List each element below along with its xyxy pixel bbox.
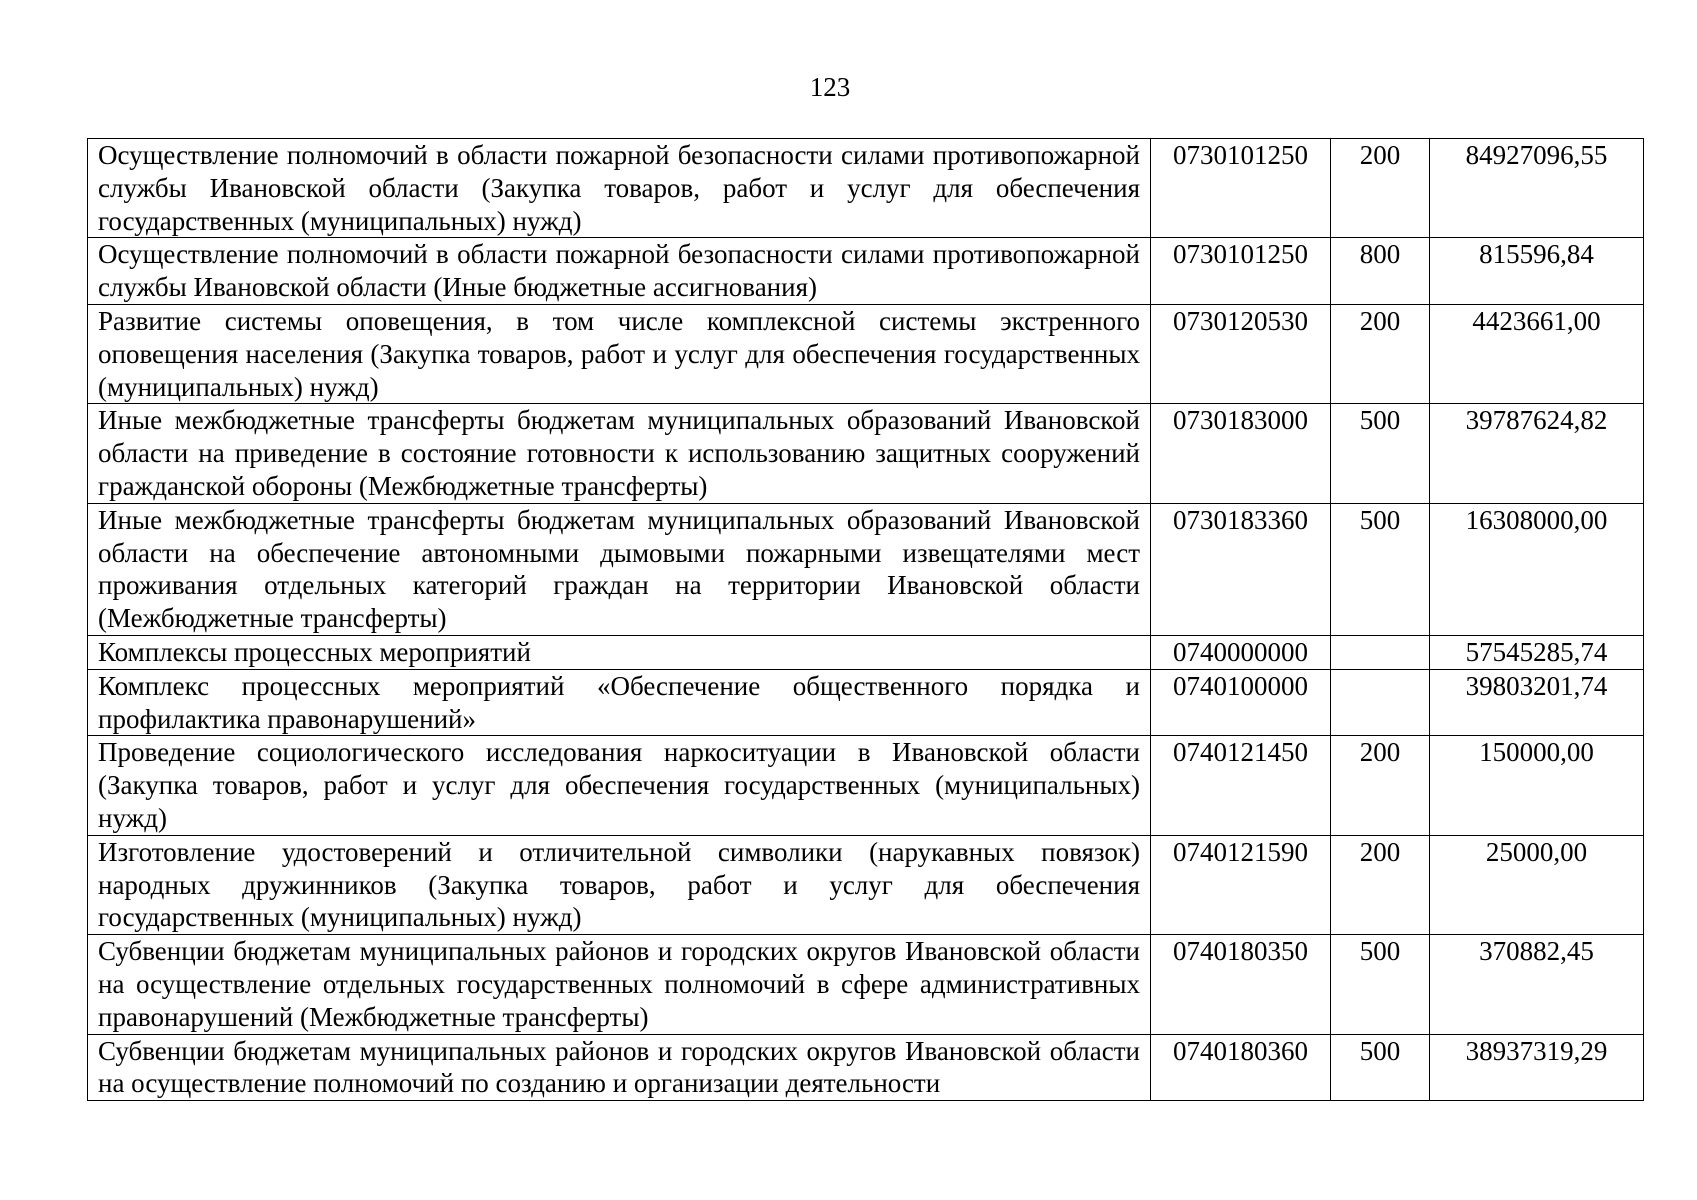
row-amount: 815596,84	[1430, 238, 1644, 305]
row-expense-type	[1331, 635, 1430, 669]
row-description: Развитие системы оповещения, в том числе комплексной системы экстренного оповещения населения (Закупка товаров, работ и услуг для обеспечения государственных (муниципальных) нужд)	[88, 304, 1151, 403]
table-row	[88, 304, 1644, 403]
row-expense-type	[1331, 669, 1430, 736]
row-target-code: 0730120530	[1151, 304, 1331, 403]
table-row	[88, 1034, 1644, 1101]
row-expense-type: 200	[1331, 304, 1430, 403]
budget-table	[87, 138, 1644, 1101]
table-row	[88, 635, 1644, 669]
row-target-code: 0740000000	[1151, 635, 1331, 669]
row-target-code: 0730101250	[1151, 238, 1331, 305]
row-expense-type: 500	[1331, 404, 1430, 503]
row-amount: 39803201,74	[1430, 669, 1644, 736]
table-row	[88, 935, 1644, 1034]
row-target-code: 0730101250	[1151, 139, 1331, 238]
row-target-code: 0740100000	[1151, 669, 1331, 736]
row-amount: 150000,00	[1430, 736, 1644, 835]
row-description: Иные межбюджетные трансферты бюджетам муниципальных образований Ивановской области на обеспечение автономными дымовыми пожарными извещателями мест проживания отдельных категорий граждан на территории Ивановской области (Межбюджетные трансферты)	[88, 503, 1151, 635]
row-expense-type: 500	[1331, 503, 1430, 635]
row-expense-type: 200	[1331, 736, 1430, 835]
row-target-code: 0740121590	[1151, 835, 1331, 934]
row-description: Комплексы процессных мероприятий	[88, 635, 1151, 669]
row-description: Субвенции бюджетам муниципальных районов и городских округов Ивановской области на осуществление отдельных государственных полномочий в сфере административных правонарушений (Межбюджетные трансферты)	[88, 935, 1151, 1034]
row-amount: 39787624,82	[1430, 404, 1644, 503]
row-description: Проведение социологического исследования наркоситуации в Ивановской области (Закупка товаров, работ и услуг для обеспечения государственных (муниципальных) нужд)	[88, 736, 1151, 835]
row-expense-type: 200	[1331, 835, 1430, 934]
row-description: Осуществление полномочий в области пожарной безопасности силами противопожарной службы Ивановской области (Иные бюджетные ассигнования)	[88, 238, 1151, 305]
row-amount: 38937319,29	[1430, 1034, 1644, 1101]
row-target-code: 0740121450	[1151, 736, 1331, 835]
row-target-code: 0740180350	[1151, 935, 1331, 1034]
row-amount: 4423661,00	[1430, 304, 1644, 403]
row-amount: 16308000,00	[1430, 503, 1644, 635]
table-row	[88, 139, 1644, 238]
row-expense-type: 500	[1331, 1034, 1430, 1101]
table-row	[88, 835, 1644, 934]
row-amount: 25000,00	[1430, 835, 1644, 934]
page-number: 123	[809, 72, 851, 102]
row-target-code: 0740180360	[1151, 1034, 1331, 1101]
row-expense-type: 800	[1331, 238, 1430, 305]
row-amount: 57545285,74	[1430, 635, 1644, 669]
table-row	[88, 669, 1644, 736]
table-row	[88, 404, 1644, 503]
table-row	[88, 503, 1644, 635]
row-target-code: 0730183000	[1151, 404, 1331, 503]
row-amount: 370882,45	[1430, 935, 1644, 1034]
table-row	[88, 736, 1644, 835]
row-target-code: 0730183360	[1151, 503, 1331, 635]
row-description: Субвенции бюджетам муниципальных районов и городских округов Ивановской области на осуществление полномочий по созданию и организации деятельности	[88, 1034, 1151, 1101]
row-description: Осуществление полномочий в области пожарной безопасности силами противопожарной службы Ивановской области (Закупка товаров, работ и услуг для обеспечения государственных (муниципальных) нужд)	[88, 139, 1151, 238]
table-row	[88, 238, 1644, 305]
row-amount: 84927096,55	[1430, 139, 1644, 238]
row-description: Комплекс процессных мероприятий «Обеспечение общественного порядка и профилактика правонарушений»	[88, 669, 1151, 736]
row-expense-type: 200	[1331, 139, 1430, 238]
row-expense-type: 500	[1331, 935, 1430, 1034]
row-description: Изготовление удостоверений и отличительной символики (нарукавных повязок) народных дружинников (Закупка товаров, работ и услуг для обеспечения государственных (муниципальных) нужд)	[88, 835, 1151, 934]
row-description: Иные межбюджетные трансферты бюджетам муниципальных образований Ивановской области на приведение в состояние готовности к использованию защитных сооружений гражданской обороны (Межбюджетные трансферты)	[88, 404, 1151, 503]
